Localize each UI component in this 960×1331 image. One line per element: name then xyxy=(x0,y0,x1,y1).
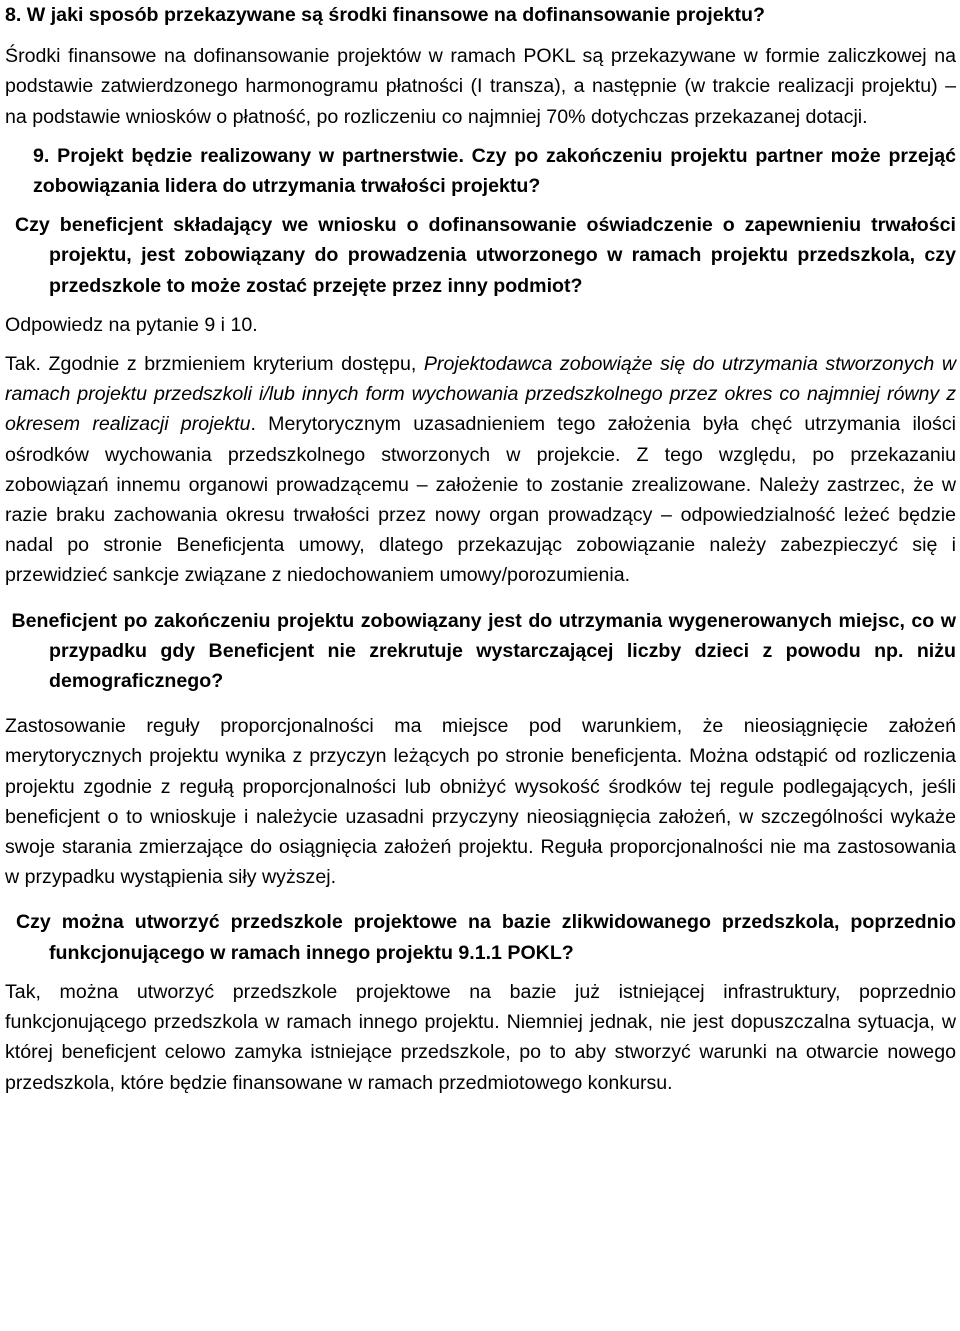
question-8-answer: Środki finansowe na dofinansowanie projektów w ramach POKL są przekazywane w formie zaliczkowej na podstawie zatwierdzonego harmonogramu płatności (I transza), a następnie (w trakcie realizacji projektu) – na podstawie wniosków o płatność, po rozliczeniu co najmniej 70% dotychczas przekazanej dotacji. xyxy=(5,45,956,128)
answer-9-10-lead: Tak. Zgodnie z brzmieniem kryterium dostępu, xyxy=(5,353,424,376)
question-12-answer: Tak, można utworzyć przedszkole projektowe na bazie już istniejącej infrastruktury, poprzednio funkcjonującego przedszkola w ramach innego projektu. Niemniej jednak, nie jest dopuszczalna sytuacja, w której beneficjent celowo zamyka istniejące przedszkole, po to aby stworzyć warunki na otwarcie nowego przedszkola, które będzie finansowane w ramach przedmiotowego konkursu. xyxy=(5,980,956,1094)
question-11-answer: Zastosowanie reguły proporcjonalności ma miejsce pod warunkiem, że nieosiągnięcie założeń merytorycznych projektu wynika z przyczyn leżących po stronie beneficjenta. Można odstąpić od rozliczenia projektu zgodnie z regułą proporcjonalności lub obniżyć wysokość środków tej regule podlegających, jeśli beneficjent o to wnioskuje i należycie uzasadni przyczyny nieosiągnięcia założeń, w szczególności wykaże swoje starania zmierzające do osiągnięcia założeń projektu. Reguła proporcjonalności nie ma zastosowania w przypadku wystąpienia siły wyższej. xyxy=(5,715,956,889)
question-10 xyxy=(5,210,956,301)
question-9-text: Projekt będzie realizowany w partnerstwie. Czy po zakończeniu projektu partner może przejąć zobowiązania lidera do utrzymania trwałości projektu? xyxy=(33,144,956,198)
question-11 xyxy=(5,606,956,697)
question-8-heading: 8. W jaki sposób przekazywane są środki finansowe na dofinansowanie projektu? xyxy=(5,4,765,26)
answer-9-10-rest: . Merytorycznym uzasadnieniem tego założenia była chęć utrzymania ilości ośrodków wychowania przedszkolnego stworzonych w projekcie. Z tego względu, po przekazaniu zobowiązań innemu organowi prowadzącemu – założenie to zostanie zrealizowane. Należy zastrzec, że w razie braku zachowania okresu trwałości przez nowy organ prowadzący – odpowiedzialność leżeć będzie nadal po stronie Beneficjenta umowy, dlatego przekazując zobowiązanie należy zabezpieczyć się i przewidzieć sankcje związane z niedochowaniem umowy/porozumienia. xyxy=(5,413,956,587)
question-12-text: Czy można utworzyć przedszkole projektowe na bazie zlikwidowanego przedszkola, poprzednio funkcjonującego w ramach innego projektu 9.1.1 POKL? xyxy=(15,911,956,964)
question-9-number: 9. xyxy=(33,144,50,167)
answer-9-10-label: Odpowiedz na pytanie 9 i 10. xyxy=(5,313,258,336)
question-10-text: Czy beneficjent składający we wniosku o dofinansowanie oświadczenie o zapewnieniu trwałości projektu, jest zobowiązany do prowadzenia utworzonego w ramach projektu przedszkola, czy przedszkole to może zostać przejęte przez inny podmiot? xyxy=(14,214,957,297)
document-page xyxy=(5,0,956,1098)
answer-9-10-text xyxy=(5,349,956,591)
answer-9-10-quote: Projektodawca zobowiąże się do utrzymania stworzonych w ramach projektu przedszkoli i/lub innych form wychowania przedszkolnego przez okres co najmniej równy z okresem realizacji projektu xyxy=(5,353,956,436)
question-12 xyxy=(5,907,956,967)
question-9 xyxy=(5,141,956,201)
question-11-text: Beneficjent po zakończeniu projektu zobowiązany jest do utrzymania wygenerowanych miejsc, co w przypadku gdy Beneficjent nie zrekrutuje wystarczającej liczby dzieci z powodu np. niżu demograficznego? xyxy=(11,609,956,693)
